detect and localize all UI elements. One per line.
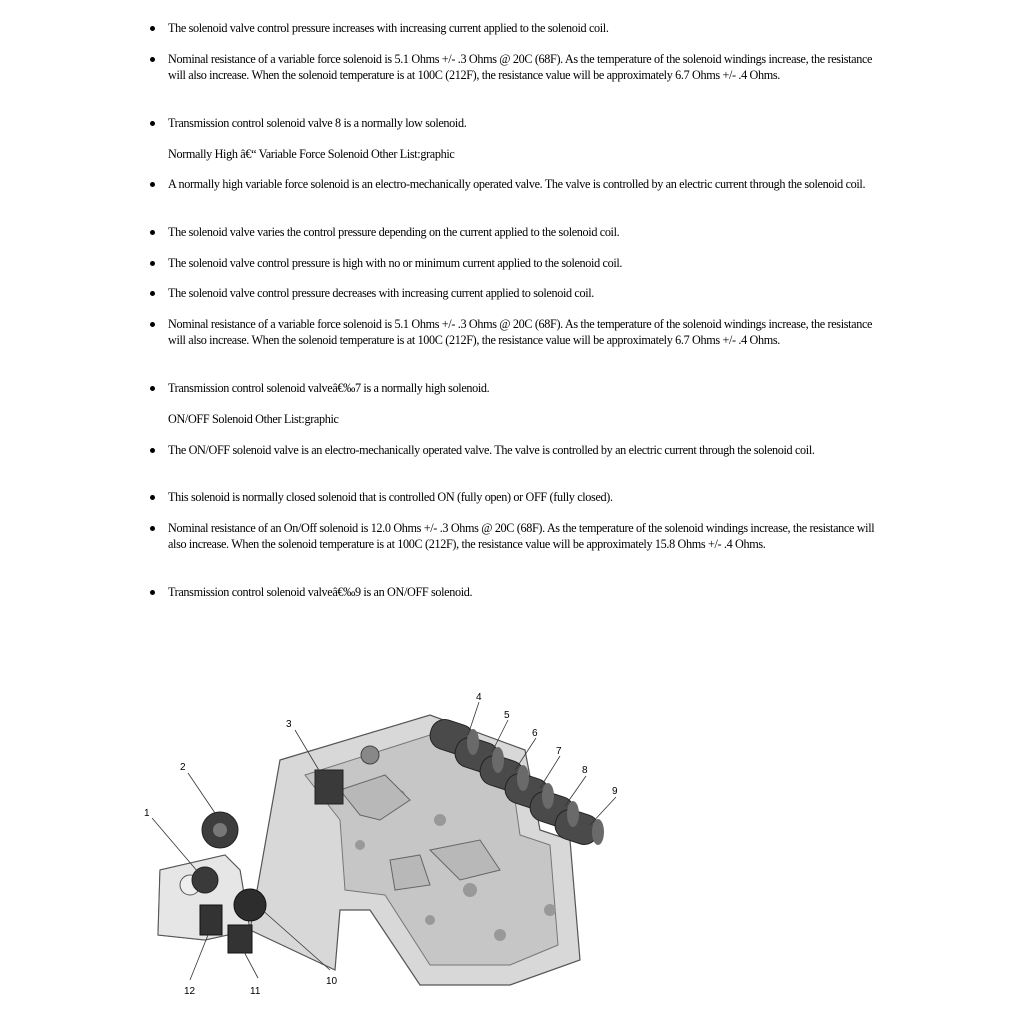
list-item: [150, 489, 880, 505]
callout-label: 11: [250, 986, 261, 997]
list-item-text: The solenoid valve control pressure is high with no or minimum current applied to the solenoid coil.: [168, 256, 623, 270]
bullet-dot: [150, 495, 155, 500]
bullet-dot: [150, 57, 155, 62]
callout-label: 4: [476, 692, 482, 703]
section-heading: ON/OFF Solenoid Other List:graphic: [168, 412, 339, 426]
list-item-text: Transmission control solenoid valve 8 is a normally low solenoid.: [168, 116, 467, 130]
callout-label: 9: [612, 786, 618, 797]
list-item-text: Nominal resistance of an On/Off solenoid is 12.0 Ohms +/- .3 Ohms @ 20C (68F). As the temperature of the solenoid windings increase, the resistance will also increase. When the solenoid temperature is at 100C (212F), the resistance value will be approximately 15.8 Ohms +/- .4 Ohms.: [168, 521, 875, 551]
list-item: [150, 380, 880, 396]
bullet-dot: [150, 261, 155, 266]
list-item-text: This solenoid is normally closed solenoid that is controlled ON (fully open) or OFF (fully closed).: [168, 490, 613, 504]
list-item-text: The solenoid valve varies the control pressure depending on the current applied to the solenoid coil.: [168, 225, 620, 239]
bullet-dot: [150, 448, 155, 453]
callout-label: 8: [582, 765, 588, 776]
list-item: [150, 316, 880, 348]
callout-label: 3: [286, 719, 292, 730]
list-item: [150, 224, 880, 240]
list-item-text: Nominal resistance of a variable force solenoid is 5.1 Ohms +/- .3 Ohms @ 20C (68F). As the temperature of the solenoid windings increase, the resistance will also increase. When the solenoid temperature is at 100C (212F), the resistance value will be approximately 6.7 Ohms +/- .4 Ohms.: [168, 52, 873, 82]
valve-body-illustration: [130, 680, 650, 1000]
list-item: [150, 176, 880, 192]
list-item: [150, 115, 880, 131]
bullet-dot: [150, 26, 155, 31]
list-item: [150, 520, 880, 552]
list-item-text: The solenoid valve control pressure increases with increasing current applied to the solenoid coil.: [168, 21, 609, 35]
list-item: [150, 20, 880, 36]
list-item-text: Nominal resistance of a variable force solenoid is 5.1 Ohms +/- .3 Ohms @ 20C (68F). As the temperature of the solenoid windings increase, the resistance will also increase. When the solenoid temperature is at 100C (212F), the resistance value will be approximately 6.7 Ohms +/- .4 Ohms.: [168, 317, 873, 347]
callout-label: 6: [532, 728, 538, 739]
valve-body-drawing: [152, 702, 616, 985]
section-heading: Normally High â€“ Variable Force Solenoid Other List:graphic: [168, 147, 455, 161]
bullet-dot: [150, 590, 155, 595]
list-item: [150, 285, 880, 301]
list-item: [150, 255, 880, 271]
callout-label: 7: [556, 746, 562, 757]
list-item: [150, 51, 880, 83]
list-item: [150, 442, 880, 458]
list-item-text: A normally high variable force solenoid is an electro-mechanically operated valve. The valve is controlled by an electric current through the solenoid coil.: [168, 177, 866, 191]
list-item: [150, 584, 880, 600]
callout-label: 10: [326, 976, 338, 987]
bullet-dot: [150, 322, 155, 327]
callout-label: 1: [144, 808, 150, 819]
bullet-dot: [150, 291, 155, 296]
list-item-text: The solenoid valve control pressure decreases with increasing current applied to solenoid coil.: [168, 286, 595, 300]
bullet-dot: [150, 121, 155, 126]
list-item-text: Transmission control solenoid valveâ€‰7 is a normally high solenoid.: [168, 381, 490, 395]
bullet-dot: [150, 182, 155, 187]
list-item-text: Transmission control solenoid valveâ€‰9 is an ON/OFF solenoid.: [168, 585, 473, 599]
bullet-dot: [150, 526, 155, 531]
callout-label: 12: [184, 986, 196, 997]
list-item-text: The ON/OFF solenoid valve is an electro-mechanically operated valve. The valve is controlled by an electric current through the solenoid coil.: [168, 443, 815, 457]
bullet-dot: [150, 386, 155, 391]
callout-label: 2: [180, 762, 186, 773]
callout-label: 5: [504, 710, 510, 721]
bullet-dot: [150, 230, 155, 235]
